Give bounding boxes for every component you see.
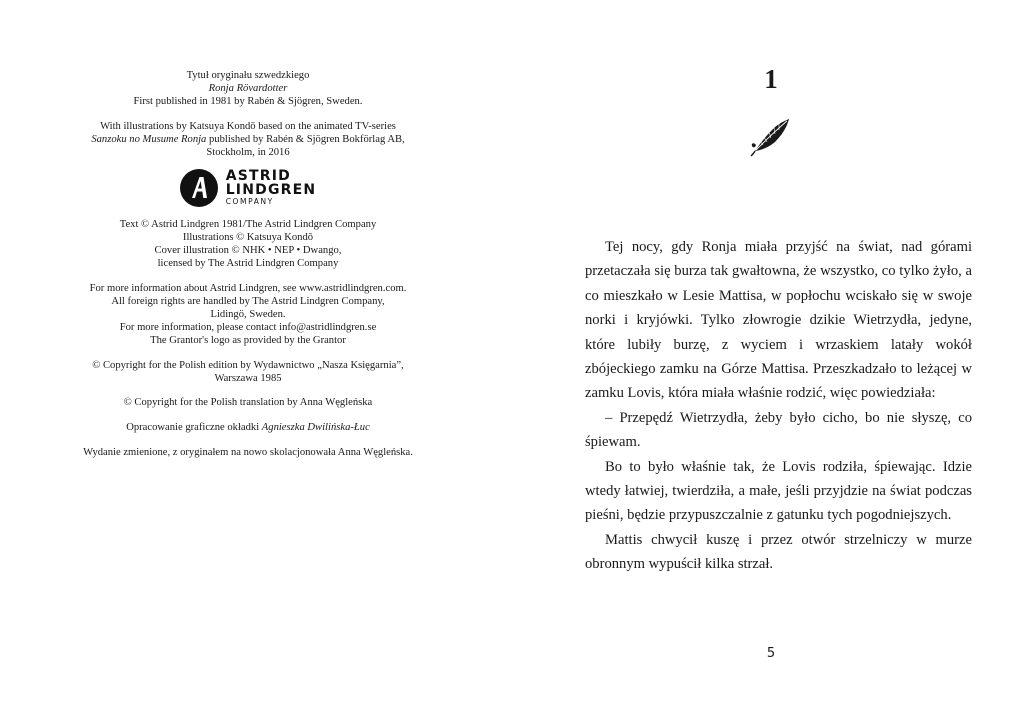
illustrations-place-line: Stockholm, in 2016 — [206, 146, 290, 158]
illustrations-publisher-line — [58, 134, 438, 147]
illustrations-publisher: published by Rabén & Sjögren Bokförlag AB, — [206, 133, 405, 145]
polish-edition-place: Warszawa 1985 — [214, 372, 282, 384]
original-title-label: Tytuł oryginału szwedzkiego — [186, 70, 310, 81]
illustrations-line: With illustrations by Katsuya Kondō based on the animated TV-series — [100, 120, 396, 132]
chapter-text — [585, 235, 972, 577]
paragraph: Bo to było właśnie tak, że Lovis rodziła, śpiewając. Idzie wtedy łatwiej, twierdziła, a małe, jeśli przyjdzie na świat podczas pieśni, będzie przypuszczalnie z gatunku tych pogodniejszych. — [585, 458, 972, 524]
info-website: For more information about Astrid Lindgren, see www.astridlindgren.com. — [89, 283, 407, 295]
astrid-lindgren-logo — [58, 169, 438, 207]
credit-cover: Cover illustration © NHK • NEP • Dwango, — [154, 245, 342, 257]
revised-edition-note: Wydanie zmienione, z oryginałem na nowo skolacjonowała Anna Węgleńska. — [83, 447, 413, 459]
chapter-number: 1 — [764, 64, 778, 94]
translation-copyright: © Copyright for the Polish translation by Anna Węgleńska — [123, 397, 373, 409]
info-contact: For more information, please contact info@astridlindgren.se — [119, 321, 377, 333]
info-location: Lidingö, Sweden. — [210, 308, 286, 320]
logo-line-astrid: ASTRID — [225, 168, 291, 185]
credit-illustrations: Illustrations © Katsuya Kondō — [182, 232, 314, 244]
astrid-lindgren-logo-icon — [180, 169, 218, 207]
credit-text: Text © Astrid Lindgren 1981/The Astrid Lindgren Company — [119, 219, 377, 231]
page-number: 5 — [766, 646, 776, 661]
first-published-line: First published in 1981 by Rabén & Sjögren, Sweden. — [133, 95, 363, 107]
paragraph: Mattis chwycił kuszę i przez otwór strzelniczy w murze obronnym wypuścił kilka strzał. — [585, 531, 972, 573]
imprint-block — [58, 70, 438, 460]
original-title: Ronja Rövardotter — [208, 82, 288, 94]
info-rights: All foreign rights are handled by The Astrid Lindgren Company, — [111, 295, 385, 307]
cover-designer: Agnieszka Dwilińska-Łuc — [261, 422, 370, 434]
credit-license: licensed by The Astrid Lindgren Company — [157, 258, 339, 270]
paragraph: – Przepędź Wietrzydła, żeby było cicho, bo nie słyszę, co śpiewam. — [585, 409, 972, 451]
cover-design-label: Opracowanie graficzne okładki — [126, 422, 262, 434]
info-logo-grantor: The Grantor's logo as provided by the Grantor — [150, 334, 346, 346]
series-title: Sanzoku no Musume Ronja — [91, 133, 207, 145]
logo-line-company: COMPANY — [225, 197, 274, 207]
polish-edition-copyright: © Copyright for the Polish edition by Wydawnictwo „Nasza Księgarnia”, — [92, 359, 404, 371]
right-page-chapter — [512, 0, 1024, 702]
feather-icon — [749, 115, 793, 159]
cover-design-line — [58, 422, 438, 435]
logo-wordmark — [226, 169, 317, 207]
logo-line-lindgren: LINDGREN — [225, 182, 317, 199]
paragraph: Tej nocy, gdy Ronja miała przyjść na świat, nad górami przetaczała się burza tak gwałtowna, że wszystko, co tylko żyło, a co mieszkało w Lesie Mattisa, w popłochu wciskało się w swoje norki i kryjówki. Tylko złowrogie dzikie Wietrzydła, jedyne, które lubiły burzę, z wyciem i wrzaskiem latały wokół zbójeckiego zamku na Górze Mattisa. Przeszkadzało to leżącej w zamku Lovis, która miała właśnie rodzić, więc powiedziała: — [585, 239, 972, 402]
